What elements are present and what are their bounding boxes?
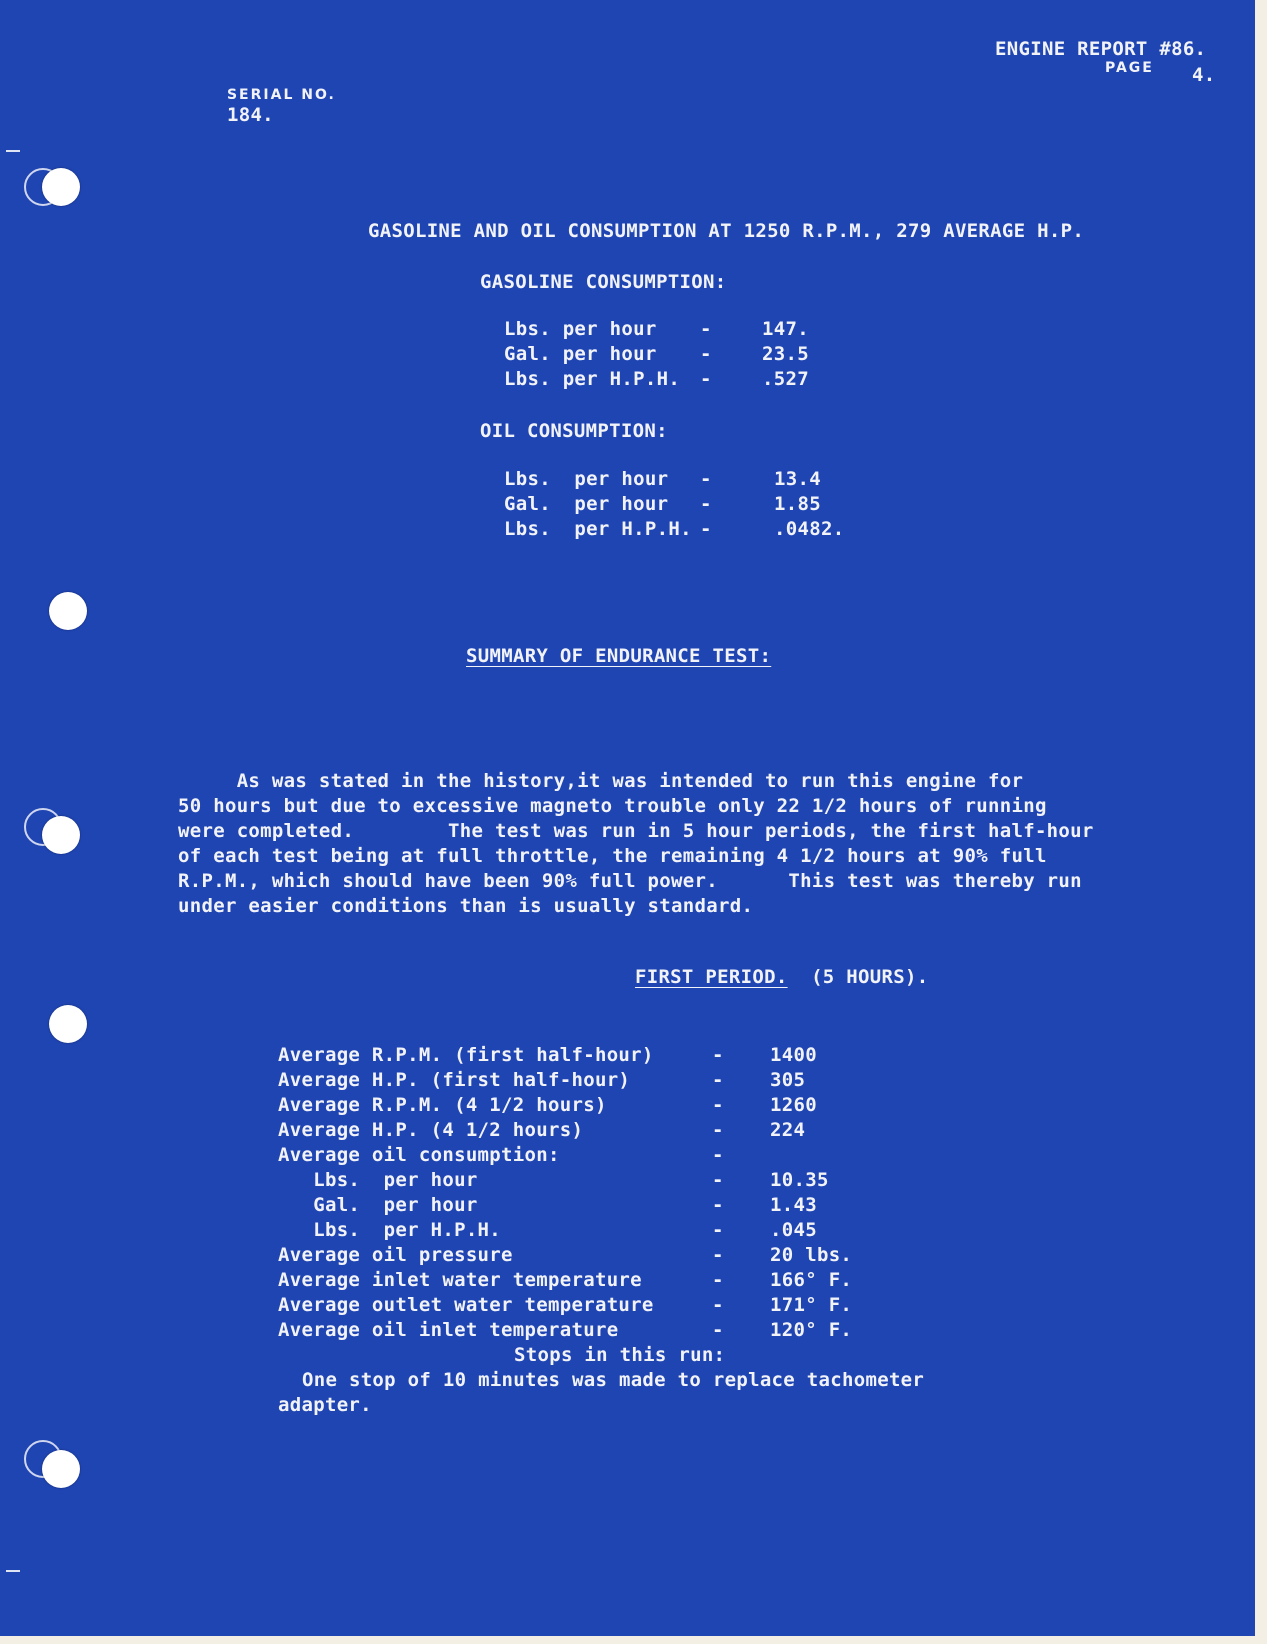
row-value: 120° F. <box>770 1319 853 1341</box>
page-label: PAGE <box>1105 60 1154 76</box>
serial-label: SERIAL NO. <box>226 87 336 103</box>
row-label: Lbs. per H.P.H. <box>504 368 681 390</box>
binder-hole <box>42 816 80 854</box>
summary-line: under easier conditions than is usually standard. <box>178 895 754 917</box>
row-value: 1260 <box>770 1094 817 1116</box>
first-period-duration: (5 HOURS). <box>811 966 929 988</box>
edge-mark <box>6 1570 20 1572</box>
binder-hole <box>49 1005 87 1043</box>
row-dash: - <box>712 1044 724 1066</box>
row-value: .045 <box>770 1219 817 1241</box>
summary-line: R.P.M., which should have been 90% full power. This test was thereby run <box>178 870 1082 892</box>
report-title: ENGINE REPORT #86. <box>995 38 1207 60</box>
row-dash: - <box>712 1094 724 1116</box>
row-dash: - <box>712 1319 724 1341</box>
row-dash: - <box>700 468 712 490</box>
row-dash: - <box>700 368 712 390</box>
row-label: Gal. per hour <box>278 1194 478 1216</box>
row-dash: - <box>700 493 712 515</box>
summary-line: As was stated in the history,it was intended to run this engine for <box>178 770 1024 792</box>
row-label: Average H.P. (first half-hour) <box>278 1069 631 1091</box>
consumption-title: GASOLINE AND OIL CONSUMPTION AT 1250 R.P.M., 279 AVERAGE H.P. <box>368 220 1085 242</box>
row-value: 147. <box>762 318 809 340</box>
row-label: Lbs. per H.P.H. <box>504 518 692 540</box>
row-label: Average inlet water temperature <box>278 1269 642 1291</box>
row-value: 305 <box>770 1069 806 1091</box>
row-dash: - <box>712 1244 724 1266</box>
summary-heading: SUMMARY OF ENDURANCE TEST: <box>466 645 772 667</box>
row-label: Average outlet water temperature <box>278 1294 654 1316</box>
row-value: 224 <box>770 1119 806 1141</box>
row-label: Lbs. per hour <box>278 1169 478 1191</box>
binder-hole <box>42 168 80 206</box>
first-period-heading: FIRST PERIOD. <box>634 966 788 988</box>
stops-heading: Stops in this run: <box>514 1344 726 1366</box>
summary-line: of each test being at full throttle, the remaining 4 1/2 hours at 90% full <box>178 845 1047 867</box>
summary-line: were completed. The test was run in 5 hour periods, the first half-hour <box>178 820 1094 842</box>
binder-hole <box>42 1450 80 1488</box>
row-dash: - <box>712 1144 724 1166</box>
row-dash: - <box>712 1269 724 1291</box>
row-dash: - <box>712 1194 724 1216</box>
row-label: Gal. per hour <box>504 493 669 515</box>
row-label: Average R.P.M. (4 1/2 hours) <box>278 1094 607 1116</box>
edge-mark <box>6 150 20 152</box>
row-label: Lbs. per hour <box>504 318 657 340</box>
binder-hole <box>49 592 87 630</box>
oil-heading: OIL CONSUMPTION: <box>480 420 668 442</box>
row-value: 1400 <box>770 1044 817 1066</box>
row-label: Lbs. per hour <box>504 468 669 490</box>
row-label: Lbs. per H.P.H. <box>278 1219 502 1241</box>
row-value: 166° F. <box>770 1269 853 1291</box>
row-dash: - <box>712 1169 724 1191</box>
row-dash: - <box>700 343 712 365</box>
row-label: Average oil pressure <box>278 1244 513 1266</box>
summary-line: 50 hours but due to excessive magneto trouble only 22 1/2 hours of running <box>178 795 1047 817</box>
row-value: 1.85 <box>774 493 821 515</box>
stops-line: One stop of 10 minutes was made to replace tachometer <box>302 1369 925 1391</box>
row-value: .0482. <box>774 518 845 540</box>
row-value: 1.43 <box>770 1194 817 1216</box>
row-value: 10.35 <box>770 1169 829 1191</box>
row-label: Average oil consumption: <box>278 1144 560 1166</box>
row-dash: - <box>712 1294 724 1316</box>
row-value: 13.4 <box>774 468 821 490</box>
stops-line: adapter. <box>278 1394 372 1416</box>
row-dash: - <box>712 1219 724 1241</box>
page-number: 4. <box>1192 64 1216 86</box>
row-value: 171° F. <box>770 1294 853 1316</box>
serial-number: 184. <box>226 104 274 126</box>
row-value: 23.5 <box>762 343 809 365</box>
gasoline-heading: GASOLINE CONSUMPTION: <box>480 271 727 293</box>
serial-line <box>180 60 336 148</box>
row-label: Average H.P. (4 1/2 hours) <box>278 1119 584 1141</box>
row-dash: - <box>700 518 712 540</box>
row-dash: - <box>712 1069 724 1091</box>
row-label: Average oil inlet temperature <box>278 1319 619 1341</box>
row-label: Average R.P.M. (first half-hour) <box>278 1044 654 1066</box>
row-dash: - <box>700 318 712 340</box>
row-value: .527 <box>762 368 809 390</box>
row-label: Gal. per hour <box>504 343 657 365</box>
first-period-heading-line <box>588 944 928 1010</box>
row-dash: - <box>712 1119 724 1141</box>
row-value: 20 lbs. <box>770 1244 853 1266</box>
